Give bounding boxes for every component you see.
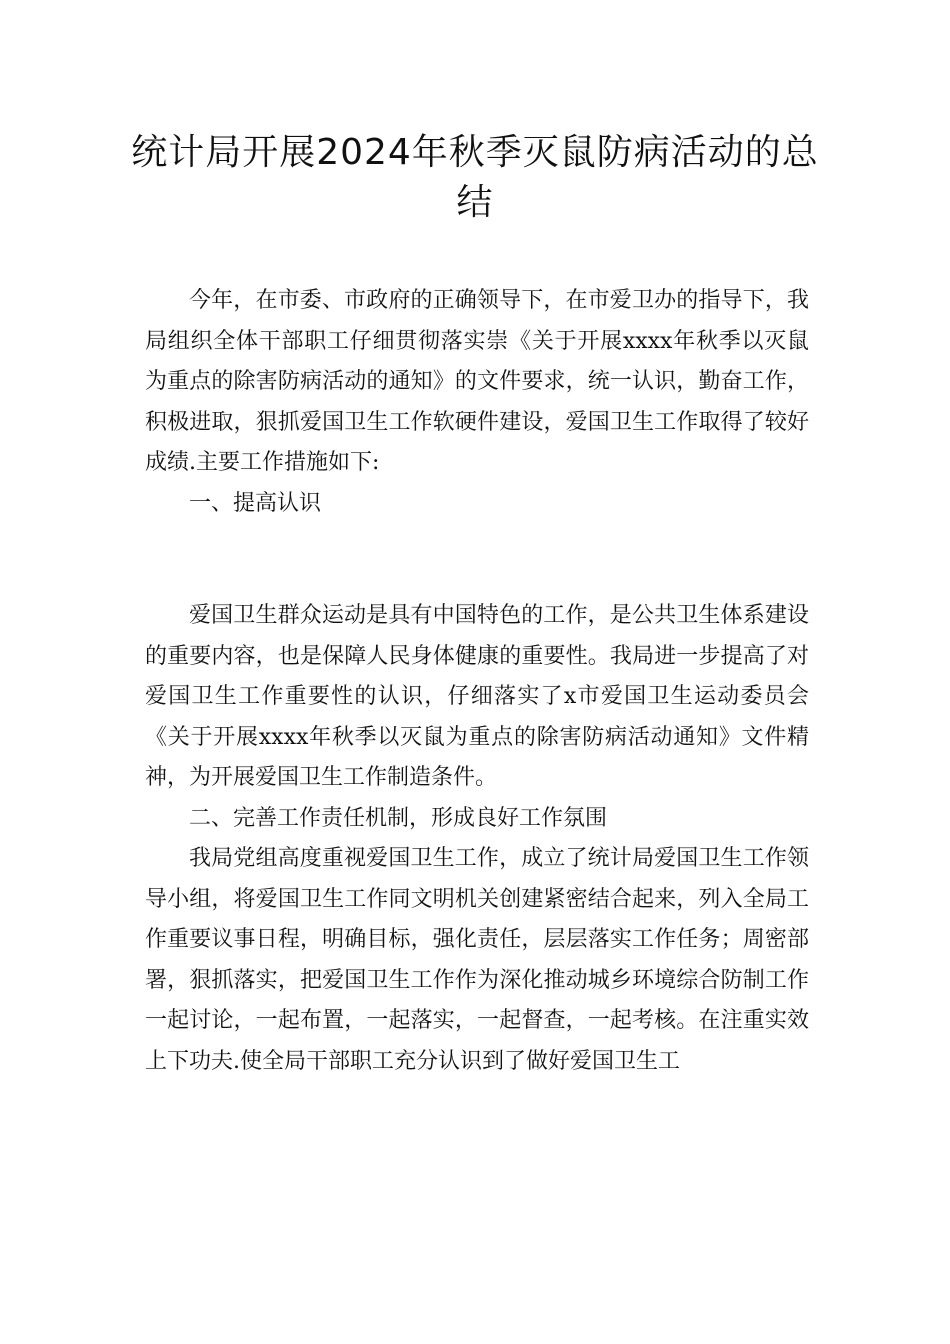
section-heading-1: 一、提高认识 bbox=[189, 490, 322, 516]
intro-paragraph: 今年，在市委、市政府的正确领导下，在市爱卫办的指导下，我局组织全体干部职工仔细贯彻落实崇《关于开展xxxx年秋季以灭鼠为重点的除害防病活动的通知》的文件要求，统一认识，勤奋工作，积极进取，狠抓爱国卫生工作软硬件建设，爱国卫生工作取得了较好成绩.主要工作措施如下: bbox=[145, 288, 809, 475]
section-2-paragraph: 我局党组高度重视爱国卫生工作，成立了统计局爱国卫生工作领导小组，将爱国卫生工作同文明机关创建紧密结合起来，列入全局工作重要议事日程，明确目标，强化责任，层层落实工作任务；周密部署，狠抓落实，把爱国卫生工作作为深化推动城乡环境综合防制工作一起讨论，一起布置，一起落实，一起督查，一起考核。在注重实效上下功夫.使全局干部职工充分认识到了做好爱国卫生工 bbox=[145, 846, 809, 1074]
blank-space bbox=[145, 524, 809, 596]
section-heading-2: 二、完善工作责任机制，形成良好工作氛围 bbox=[189, 805, 608, 831]
document-body bbox=[145, 281, 809, 1082]
document-title: 统计局开展2024年秋季灭鼠防病活动的总结 bbox=[131, 132, 819, 223]
section-1-paragraph: 爱国卫生群众运动是具有中国特色的工作，是公共卫生体系建设的重要内容，也是保障人民身体健康的重要性。我局进一步提高了对爱国卫生工作重要性的认识，仔细落实了x市爱国卫生运动委员会《关于开展xxxx年秋季以灭鼠为重点的除害防病活动通知》文件精神，为开展爱国卫生工作制造条件。 bbox=[145, 603, 809, 790]
